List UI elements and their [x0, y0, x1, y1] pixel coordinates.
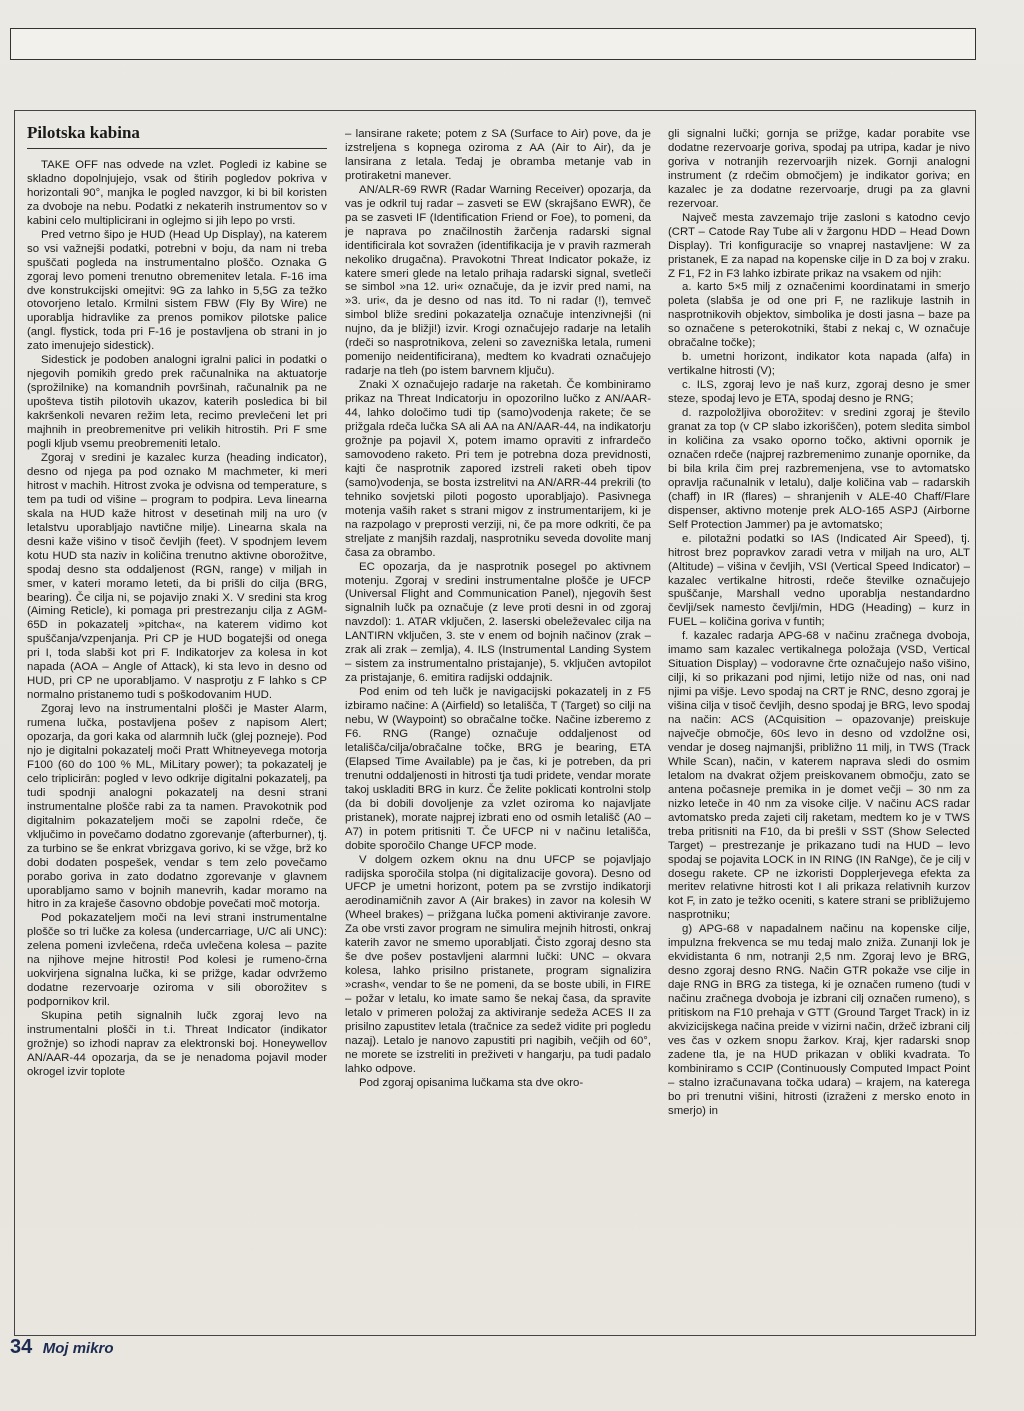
list-item: e. pilotažni podatki so IAS (Indicated Air Speed), tj. hitrost brez popravkov zaradi vetra v miljah na uro, ALT (Altitude) – višina v čevljih, VSI (Vertical Speed Indicator) – kazalec vertikalne hitrosti, rdeče številke označujejo spuščanje, Marshall vedno uporablja nestandardno čevlji/sek namesto čevlji/min, HDG (Heading) – kurz in FUEL – količina goriva v funtih;: [668, 532, 970, 629]
article-column-1: [27, 122, 327, 1327]
paragraph: gli signalni lučki; gornja se prižge, kadar porabite vse dodatne rezervoarje goriva, spodaj pa utripa, kadar je nivo goriva v notranjih rezervoarjih nizek. Gornji analogni instrument (z rdečim območjem) je indikator goriva; en kazalec je za dodatne rezervoarje, drugi pa za glavni rezervoar.: [668, 128, 970, 210]
paragraph: TAKE OFF nas odvede na vzlet. Pogledi iz kabine se skladno dopolnjujejo, vsak od štirih pogledov pokriva v horizontali 90°, manjka le pogled navzgor, ki bi bil koristen za dvoboje na nebu. Podatki z nekaterih instrumentov so v kabini celo multiplicirani in oglejmo si jih lepo po vrsti.: [27, 158, 327, 227]
paragraph: Zgoraj v sredini je kazalec kurza (heading indicator), desno od njega pa pod oznako M machmeter, ki meri hitrost v machih. Hitrost zvoka je odvisna od temperature, s tem pa tudi od višine – program to podpira. Leva linearna skala na HUD kaže hitrost v desetinah milj na uro (v letalstvu uporabljajo navtične milje). Linearna skala na desni kaže višino v tisoč čevljih (feet). V spodnjem levem kotu HUD sta naziv in količina trenutno aktivne oborožitve, spodaj desno sta oddaljenost (RGN, range) v miljah in smer, v kateri moramo leteti, da bi prišli do cilja (BRG, bearing). Če cilja ni, se pojavijo znaki X. V sredini sta krog (Aiming Reticle), ki pomaga pri prestrezanju cilja z AGM-65D in pokazatelj »pitcha«, na katerem vidimo kot spuščanja/vzpenjanja. Pri CP je HUD bogatejši od onega pri I, toda slabši kot pri F. Indikatorjev za kolesa in kot napada (AOA – Angle of Attack), ki sta levo in desno od HUD, pri CP ne uporabljamo. V nasprotju z F lahko s CP normalno pristanemo tudi s poškodovanim HUD.: [27, 451, 327, 702]
paragraph: Pod enim od teh lučk je navigacijski pokazatelj in z F5 izbiramo načine: A (Airfield) so letališča, T (Target) so cilji na nebu, W (Waypoint) so obračalne točke. Načine izberemo z F6. RNG (Range) označuje oddaljenost od letališča/cilja/obračalne točke, BRG je bearing, ETA (Elapsed Time Available) pa je čas, ki je potreben, da pri trenutni oddaljenosti in hitrosti tja tudi pridete, vendar morate takoj uskladiti BRG in kurz. Če želite poklicati kontrolni stolp (da bi dobili dovoljenje za vzlet oziroma ko najavljate pristanek), morate najprej izbrati eno od osmih letališč (A0 – A7) in potem pritisniti T. Če UFCP ni v načinu letališča, dobite sporočilo Change UFCP mode.: [345, 686, 651, 852]
page-number: 34: [10, 1336, 33, 1358]
paragraph: Pod zgoraj opisanima lučkama sta dve okro-: [359, 1076, 584, 1089]
list-item: d. razpoložljiva oborožitev: v sredini zgoraj je število granat za top (v CP slabo izkoriščen), potem sledita simbol in količina za vsako oporno točko, aktivni opornik je označen rdeče (najprej razbremenimo zunanje opornike, da bi bila krila čim prej razbremenjena, vse to avtomatsko opravlja računalnik v letalu), dalje količina vab – radarskih (chaff) in IR (flares) – shranjenih v ALE-40 Chaff/Flare dispenser, aktivno motenje prek ALO-165 ASPJ (Airborne Self Protection Jammer) pa je avtomatsko;: [668, 407, 970, 531]
page-footer: [10, 1336, 114, 1359]
list-item: a. karto 5×5 milj z označenimi koordinatami in smerjo poleta (slabša je od one pri F, ne razlikuje lastnih in nasprotnikovih objektov, simbolika je dosti jasna – baze pa so označene s peterokotniki, štabi z nekaj c, W označuje obračalne točke);: [668, 281, 970, 350]
list-item: b. umetni horizont, indikator kota napada (alfa) in vertikalne hitrosti (V);: [668, 351, 970, 378]
paragraph: Znaki X označujejo radarje na raketah. Če kombiniramo prikaz na Threat Indicatorju in opozorilno lučko z AN/AAR-44, lahko določimo tudi tip (samo)vodenja rakete; če se prižgala rdeča lučka SA ali AA na AN/AAR-44, na indikatorju grožnje pa pojavil X, potem imamo opraviti z infrardečo samovodeno raketo. Pri tem je potrebna doza previdnosti, kajti če nasprotnik zapored izstreli raketi obeh tipov (samo)vodenja, se bosta izstrelitvi na AN/ARR-44 prekrili (to tehniko sovjetski piloti pogosto uporabljajo). Pasivnega motenja vaših raket s strani migov z instrumentarijem, ki je na razpolago v preprosti verziji, ni, če pa more odkriti, če pa streljate z manjših razdalj, nasprotniku seveda dovolite manj časa za obrambo.: [345, 379, 651, 559]
list-item: g) APG-68 v napadalnem načinu na kopenske cilje, impulzna frekvenca se mu tedaj malo zniža. Zunanji lok je ekvidistanta 6 nm, notranji 2,5 nm. Zgoraj levo je BRG, desno zgoraj desno RNG. Način GTR pokaže vse cilje in daje RNG in BRG za tistega, ki je označen rumeno (tudi v načinu zračnega dvoboja je izbrani cilj označen rumeno), s pritiskom na F10 prehaja v GTT (Ground Target Track) in iz akvizicijskega načina preide v vizirni način, držeč izbrani cilj ves čas v ozkem snopu žarkov. Kraj, kjer radarski snop zadene tla, je na HUD prikazan v obliki kvadrata. To kombiniramo s CCIP (Continuously Computed Impact Point – stalno izračunavana točka udara) – krajem, na katerega bo pri trenutni višini, hitrosti (izraženi z mersko enoto in smerjo) in: [668, 923, 970, 1117]
paragraph: EC opozarja, da je nasprotnik posegel po aktivnem motenju. Zgoraj v sredini instrumentalne plošče je UFCP (Universal Flight and Communication Panel), njegovih šest signalnih lučk pa označuje (z leve proti desni in od zgoraj navzdol): 1. ATAR vključen, 2. laserski obeleževalec cilja na LANTIRN vključen, 3. ste v enem od bojnih načinov (zrak – zrak ali zrak – zemlja), 4. ILS (Instrumental Landing System – sistem za instrumentalno pristajanje), 5. vključen avtopilot za pristajanje, 6. emitira radijski oddajnik.: [345, 560, 651, 685]
magazine-name: Moj mikro: [42, 1340, 114, 1357]
article-column-2: [345, 128, 651, 1328]
paragraph: V dolgem ozkem oknu na dnu UFCP se pojavljajo radijska sporočila stolpa (ni digitalizacije govora). Desno od UFCP je umetni horizont, potem pa se zvrstijo indikatorji aerodinamičnih zavor A (Air brakes) in zavor na kolesih W (Wheel brakes) – prižgana lučka pomeni aktiviranje zavore. Za obe vrsti zavor program ne simulira mejnih hitrosti, onkraj katerih zavor ne smemo uporabljati. Čisto zgoraj desno sta še dve pošev postavljeni alarmni lučki: UNC – okvara kolesa, lahko prisilno pristanete, program signalizira »crash«, vendar to še ne pomeni, da se boste ubili, in FIRE – požar v letalu, ko imate samo še nekaj časa, da spravite letalo v primeren položaj za aktiviranje sedeža ACES II za prisilno zapustitev letala (tračnice za sedež vidite pri pogledu nazaj). Letalo je nanovo zapustiti pri nagibih, večjih od 60°, ne morete se izstreliti in preživeti v hangarju, pa tudi padalo lahko odpove.: [345, 853, 651, 1075]
paragraph: Pod pokazateljem moči na levi strani instrumentalne plošče so tri lučke za kolesa (undercarriage, U/C ali UNC): zelena pomeni izvlečena, rdeča uvlečena kolesa – pazite na njihove mejne hitrosti! Pod kolesi je rumeno-črna uokvirjena signalna lučka, ki se prižge, kadar odvržemo dodatne rezervoarje oziroma v sili oborožitev s podpornikov kril.: [27, 912, 327, 1009]
article-heading: Pilotska kabina: [27, 126, 327, 149]
list-item: c. ILS, zgoraj levo je naš kurz, zgoraj desno je smer steze, spodaj levo je ETA, spodaj desno je RNG;: [668, 379, 970, 406]
paragraph: Največ mesta zavzemajo trije zasloni s katodno cevjo (CRT – Catode Ray Tube ali v žargonu HDD – Head Down Display). Tri konfiguracije so vnaprej nastavljene: W za pristanek, E za napad na kopenske cilje in D za boj v zraku. Z F1, F2 in F3 lahko izbirate prikaz na vsakem od njih:: [668, 211, 970, 280]
paragraph: – lansirane rakete; potem z SA (Surface to Air) pove, da je izstreljena s kopnega oziroma z AA (Air to Air), da je lansirana z letala. Tedaj je obramba metanje vab in protiraketni manever.: [345, 128, 651, 182]
article-column-3: [668, 128, 970, 1328]
paragraph: AN/ALR-69 RWR (Radar Warning Receiver) opozarja, da vas je odkril tuj radar – zasveti se EW (skrajšano EWR), če pa se zasveti IF (Identification Friend or Foe), to pomeni, da je naprava po značilnostih žarčenja radarski signal identificirala kot sovražen (identifikacija je v pravih razmerah nekoliko drugačna). Pravokotni Threat Indicator pokaže, iz katere smeri glede na letalo prihaja radarski signal, svetleči se simbol »na 12. uri« označuje, da je izvir pred nami, na »3. uri«, da je desno od nas itd. To ni radar (!), temveč simbol bliže sredini pokazatelja označuje intenzivnejši (ni nujno, da je bližji!) izvir. Krogi označujejo radarje na letalih (rdeči so nasprotnikova, zeleni so zavezniška letala, rumeni pomenijo neidentificirana), medtem ko kvadrati označujejo radarje na tleh (po istem barvnem ključu).: [345, 183, 651, 378]
paragraph: Skupina petih signalnih lučk zgoraj levo na instrumentalni plošči in t.i. Threat Indicator (indikator grožnje) so izhodi naprav za elektronski boj. Honeywellov AN/AAR-44 opozarja, da se je nenadoma pojavil moder okrogel izvir toplote: [27, 1010, 327, 1078]
list-item: f. kazalec radarja APG-68 v načinu zračnega dvoboja, imamo sam kazalec vertikalnega položaja (VSD, Vertical Situation Display) – vodoravne črte označujejo našo višino, cilji, ki so prikazani pod njimi, letijo niže od nas, oni nad njimi pa višje. Levo spodaj na CRT je RNC, desno zgoraj je višina cilja v tisoč čevljih, desno spodaj je BRG, levo spodaj na način: ACS (ACquisition – opazovanje) preiskuje največje območje, 60≤ levo in desno od vzdolžne osi, vendar je doseg najmanjši, približno 11 milj, in TWS (Track While Scan), način, v katerem naprava sledi do osmim letalom na dvakrat ožjem preiskovanem območju, zato se antena počasneje premika in je domet večji – 30 nm za nizko leteče in 40 nm za visoke cilje. V načinu ACS radar avtomatsko preda zajeti cilj raketam, medtem ko je v TWS treba pritisniti na F10, da bi prešli v SST (Show Selected Target) – prestrezanje je prikazano tudi na HUD – levo spodaj se pojavita LOCK in IN RING (IN RaNge), če je cilj v dosegu rakete. CP ne izkoristi Dopplerjevega efekta za meritev relativne hitrosti kot I ali prikaza relativnih kurzov kot F, in zato je težko oceniti, s katere strani se približujemo nasprotniku;: [668, 630, 970, 922]
paragraph: Pred vetrno šipo je HUD (Head Up Display), na katerem so vsi važnejši podatki, potrebni v boju, da nam ni treba spuščati pogleda na instrumentalno ploščo. Oznaka G zgoraj levo pomeni trenutno obremenitev letala. F-16 ima dve konstrukcijski omejitvi: 9G za lahko in 5,5G za težko otovorjeno letalo. Krmilni sistem FBW (Fly By Wire) ne uporablja hidravlike za prenos pomikov pilotske palice (angl. flystick, toda pri F-16 je postavljena ob strani in jo zato imenujejo sidestick).: [27, 228, 327, 353]
top-rule-box: [10, 28, 976, 60]
paragraph: Sidestick je podoben analogni igralni palici in podatki o njegovih pomikih gredo prek računalnika na aktuatorje (sprožilnike) na komandnih površinah, računalnik pa ne upošteva tistih pilotovih ukazov, katerih posledica bi bil kakršenkoli nevaren režim leta, recimo prevlečeni let pri majhnih in preobremenitve pri velikih hitrostih. Pri F sme pogli kljub vsemu preobremeniti letalo.: [27, 354, 327, 451]
paragraph: Zgoraj levo na instrumentalni plošči je Master Alarm, rumena lučka, postavljena pošev z napisom Alert; opozarja, da gori kaka od alarmnih lučk (glej pozneje). Pod njo je digitalni pokazatelj moči Pratt Whitneyevega motorja F100 (60 do 100 % ML, MiLitary power); ta pokazatelj je celo triplicirān: pogled v levo odkrije digitalni pokazatelj, pa tudi spodnji analogni pokazatelj na desni strani instrumentalne plošče rabi za ta namen. Pravokotnik pod digitalnim pokazateljem moči se zapolni rdeče, če vključimo in povečamo dodatno zgorevanje (afterburner), tj. za turbino se še enkrat vbrizgava gorivo, ki se vžge, brž ko dobi dodaten pospešek, vendar s tem zelo povečamo porabo goriva in zato dodatno zgorevanje v glavnem uporabljamo samo v bojnih manevrih, kadar moramo na hitro in za kraješe časovno obdobje povečati moč motorja.: [27, 703, 327, 911]
